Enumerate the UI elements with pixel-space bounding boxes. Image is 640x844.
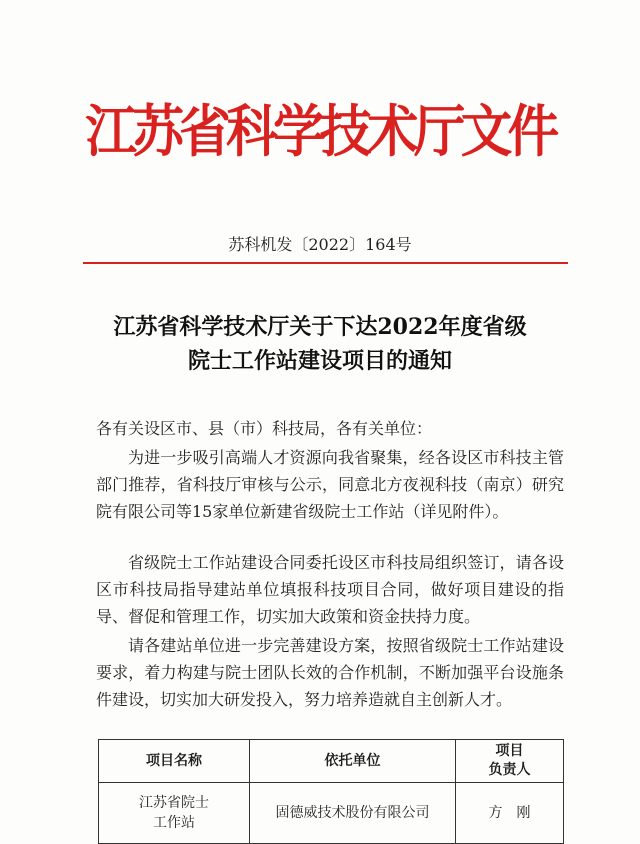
column-header-leader: [456, 740, 564, 783]
cell-project-name: [99, 783, 250, 844]
column-header-project-name: 项目名称: [99, 740, 250, 783]
paragraph-2: 省级院士工作站建设合同委托设区市科技局组织签订，请各设区市科技局指导建站单位填报科技项目合同，做好项目建设的指导、督促和管理工作，切实加大政策和资金扶持力度。: [96, 553, 564, 626]
cell-project-name-line-1: 江苏省院士: [139, 795, 209, 811]
paragraph-1: 为进一步吸引高端人才资源向我省聚集，经各设区市科技主管部门推荐，省科技厅审核与公示，同意北方夜视科技（南京）研究院有限公司等15家单位新建省级院士工作站（详见附件）。: [96, 448, 564, 521]
notice-title-line-2: 院士工作站建设项目的通知: [187, 348, 452, 374]
table-row: [99, 783, 564, 844]
red-divider-line: [83, 262, 568, 264]
column-header-leader-line-2: 负责人: [488, 762, 531, 778]
project-table: [98, 739, 564, 844]
paragraph-3: 请各建站单位进一步完善建设方案，按照省级院士工作站建设要求，着力构建与院士团队长效的合作机制，不断加强平台设施条件建设，切实加大研发投入，努力培养造就自主创新人才。: [96, 636, 564, 709]
notice-title: [60, 310, 580, 378]
masthead-title: 江苏省科学技术厅文件: [85, 100, 555, 165]
column-header-leader-line-1: 项目: [495, 743, 524, 759]
document-number: 苏科机发〔2022〕164号: [228, 235, 412, 254]
cell-project-name-line-2: 工作站: [153, 815, 195, 831]
cell-host-unit: 固德威技术股份有限公司: [250, 783, 456, 844]
column-header-host-unit: 依托单位: [250, 740, 456, 783]
addressee: 各有关设区市、县（市）科技局，各有关单位：: [96, 419, 433, 438]
notice-title-line-1: 江苏省科学技术厅关于下达2022年度省级: [113, 314, 527, 340]
cell-leader: 方 刚: [456, 783, 564, 844]
table-header-row: [99, 740, 564, 783]
